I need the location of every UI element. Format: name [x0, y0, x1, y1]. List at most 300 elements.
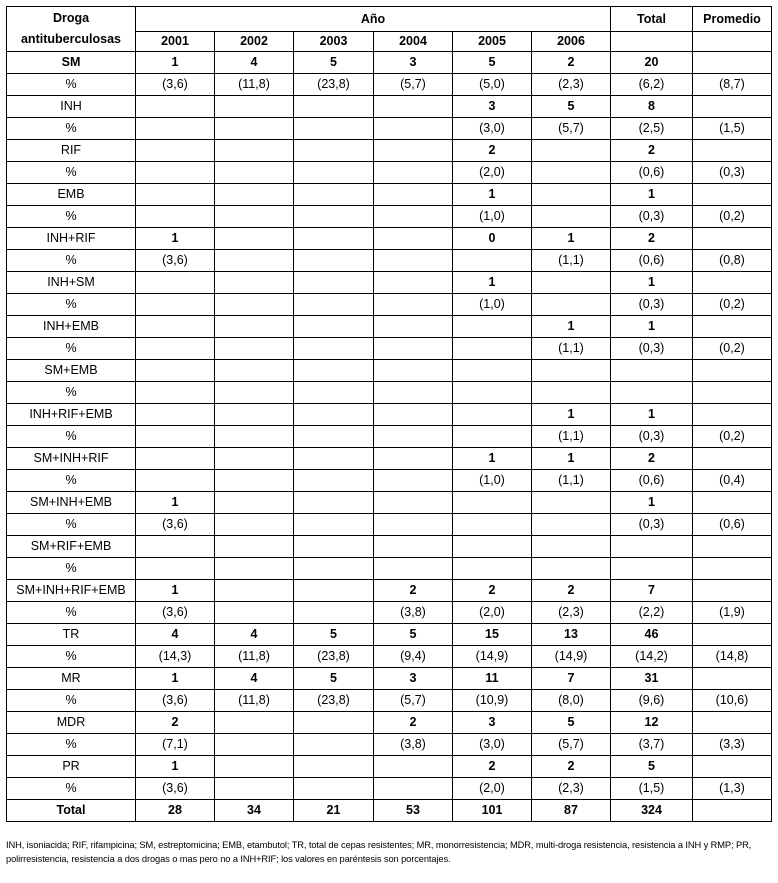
- year-cell: 5: [532, 96, 611, 118]
- year-cell: [215, 404, 294, 426]
- year-cell: [294, 536, 374, 558]
- year-cell: [374, 162, 453, 184]
- year-cell: 1: [136, 580, 215, 602]
- average-header: Promedio: [693, 7, 772, 32]
- year-cell: [215, 734, 294, 756]
- year-cell: (3,0): [453, 734, 532, 756]
- count-row: [7, 492, 772, 514]
- year-cell: [136, 382, 215, 404]
- year-cell: [215, 140, 294, 162]
- year-cell: (1,1): [532, 426, 611, 448]
- year-cell: [215, 580, 294, 602]
- year-cell: [453, 404, 532, 426]
- year-cell: [374, 404, 453, 426]
- year-cell: [374, 382, 453, 404]
- count-row: [7, 756, 772, 778]
- year-cell: [136, 294, 215, 316]
- year-cell: 1: [532, 316, 611, 338]
- year-cell: (10,9): [453, 690, 532, 712]
- year-cell: [215, 778, 294, 800]
- average-cell: [693, 382, 772, 404]
- year-cell: [532, 184, 611, 206]
- percent-row: [7, 558, 772, 580]
- total-cell: (0,3): [611, 294, 693, 316]
- year-cell: [215, 756, 294, 778]
- total-cell: (0,3): [611, 514, 693, 536]
- average-cell: [693, 140, 772, 162]
- average-cell: [693, 360, 772, 382]
- year-cell: [215, 206, 294, 228]
- count-row: [7, 668, 772, 690]
- average-cell: [693, 712, 772, 734]
- year-cell: (1,0): [453, 470, 532, 492]
- year-cell: [374, 118, 453, 140]
- total-cell: (0,3): [611, 206, 693, 228]
- year-cell: [453, 536, 532, 558]
- year-cell: [136, 360, 215, 382]
- year-cell: [215, 96, 294, 118]
- year-cell: [136, 206, 215, 228]
- average-cell: (0,2): [693, 206, 772, 228]
- year-cell: 2: [532, 52, 611, 74]
- year-cell: [294, 756, 374, 778]
- year-cell: [294, 338, 374, 360]
- year-cell: [136, 536, 215, 558]
- year-cell: (3,6): [136, 250, 215, 272]
- count-row: [7, 140, 772, 162]
- year-cell: [532, 558, 611, 580]
- row-label: SM: [7, 52, 136, 74]
- row-label: SM+INH+EMB: [7, 492, 136, 514]
- total-cell: (1,5): [611, 778, 693, 800]
- year-cell: [215, 602, 294, 624]
- year-cell: 5: [374, 624, 453, 646]
- row-label: %: [7, 426, 136, 448]
- total-cell: (0,3): [611, 338, 693, 360]
- year-cell: 2: [532, 580, 611, 602]
- year-cell: 2: [374, 712, 453, 734]
- count-row: [7, 580, 772, 602]
- row-label: %: [7, 734, 136, 756]
- average-cell: (14,8): [693, 646, 772, 668]
- percent-row: [7, 118, 772, 140]
- year-cell: (2,3): [532, 778, 611, 800]
- average-cell: (0,2): [693, 294, 772, 316]
- percent-row: [7, 514, 772, 536]
- year-cell: [215, 426, 294, 448]
- year-cell: 7: [532, 668, 611, 690]
- year-cell: [215, 448, 294, 470]
- year-cell: [294, 250, 374, 272]
- year-cell: [136, 96, 215, 118]
- total-header: Total: [611, 7, 693, 32]
- row-label: %: [7, 690, 136, 712]
- year-cell: 2: [453, 580, 532, 602]
- average-cell: (0,2): [693, 338, 772, 360]
- average-cell: (0,4): [693, 470, 772, 492]
- row-label: %: [7, 558, 136, 580]
- year-cell: 53: [374, 800, 453, 822]
- year-cell: (14,3): [136, 646, 215, 668]
- year-cell: [294, 712, 374, 734]
- year-cell: (14,9): [532, 646, 611, 668]
- row-label: %: [7, 250, 136, 272]
- drug-column-header: [7, 7, 136, 52]
- average-cell: [693, 558, 772, 580]
- year-cell: [374, 206, 453, 228]
- total-cell: (2,2): [611, 602, 693, 624]
- year-cell: 4: [136, 624, 215, 646]
- year-cell: 4: [215, 52, 294, 74]
- year-cell: [294, 162, 374, 184]
- year-cell: (7,1): [136, 734, 215, 756]
- total-cell: 324: [611, 800, 693, 822]
- drug-column-header-text: Droga antituberculosas: [20, 11, 122, 46]
- year-cell: (1,1): [532, 250, 611, 272]
- year-cell: 3: [374, 668, 453, 690]
- year-cell: 13: [532, 624, 611, 646]
- year-cell: 1: [136, 228, 215, 250]
- total-cell: 1: [611, 404, 693, 426]
- total-cell: 8: [611, 96, 693, 118]
- year-cell: (3,8): [374, 734, 453, 756]
- year-cell: 1: [136, 492, 215, 514]
- average-cell: (10,6): [693, 690, 772, 712]
- year-cell: [215, 162, 294, 184]
- year-cell: [215, 492, 294, 514]
- year-cell: 3: [374, 52, 453, 74]
- row-label: %: [7, 514, 136, 536]
- year-cell: [215, 250, 294, 272]
- total-header-blank: [611, 32, 693, 52]
- row-label: EMB: [7, 184, 136, 206]
- year-cell: [215, 382, 294, 404]
- total-cell: (0,6): [611, 250, 693, 272]
- row-label: TR: [7, 624, 136, 646]
- count-row: [7, 360, 772, 382]
- row-label: %: [7, 646, 136, 668]
- year-cell: [374, 448, 453, 470]
- year-cell: [374, 778, 453, 800]
- count-row: [7, 228, 772, 250]
- total-cell: 7: [611, 580, 693, 602]
- row-label: Total: [7, 800, 136, 822]
- row-label: SM+INH+RIF: [7, 448, 136, 470]
- year-cell: [374, 426, 453, 448]
- percent-row: [7, 162, 772, 184]
- row-label: %: [7, 118, 136, 140]
- average-cell: [693, 448, 772, 470]
- year-cell: (5,7): [532, 734, 611, 756]
- total-cell: 1: [611, 492, 693, 514]
- row-label: PR: [7, 756, 136, 778]
- row-label: %: [7, 294, 136, 316]
- year-cell: [374, 360, 453, 382]
- row-label: INH+EMB: [7, 316, 136, 338]
- year-cell: [215, 118, 294, 140]
- total-cell: (14,2): [611, 646, 693, 668]
- year-cell: (11,8): [215, 646, 294, 668]
- year-cell: 28: [136, 800, 215, 822]
- year-cell: [294, 360, 374, 382]
- year-group-header: Año: [136, 7, 611, 32]
- year-cell: [294, 184, 374, 206]
- year-cell: 34: [215, 800, 294, 822]
- average-cell: (1,5): [693, 118, 772, 140]
- year-cell: [453, 558, 532, 580]
- year-cell: [374, 272, 453, 294]
- year-header: 2005: [453, 32, 532, 52]
- year-cell: 5: [294, 668, 374, 690]
- total-cell: (2,5): [611, 118, 693, 140]
- year-header: 2001: [136, 32, 215, 52]
- count-row: [7, 800, 772, 822]
- year-cell: [453, 514, 532, 536]
- year-cell: [532, 536, 611, 558]
- row-label: %: [7, 74, 136, 96]
- year-cell: 1: [136, 756, 215, 778]
- resistance-table: [6, 6, 772, 822]
- year-cell: 15: [453, 624, 532, 646]
- year-cell: 4: [215, 624, 294, 646]
- average-cell: (0,8): [693, 250, 772, 272]
- average-cell: [693, 96, 772, 118]
- year-cell: [294, 228, 374, 250]
- total-cell: 2: [611, 140, 693, 162]
- year-cell: [215, 294, 294, 316]
- year-cell: [215, 316, 294, 338]
- year-cell: [294, 470, 374, 492]
- row-label: MDR: [7, 712, 136, 734]
- row-label: INH: [7, 96, 136, 118]
- total-cell: (9,6): [611, 690, 693, 712]
- year-cell: [215, 360, 294, 382]
- average-cell: [693, 316, 772, 338]
- row-label: RIF: [7, 140, 136, 162]
- year-cell: (2,3): [532, 602, 611, 624]
- year-cell: [136, 184, 215, 206]
- average-cell: (1,3): [693, 778, 772, 800]
- row-label: INH+SM: [7, 272, 136, 294]
- year-cell: (2,0): [453, 162, 532, 184]
- year-cell: (1,0): [453, 206, 532, 228]
- year-cell: [136, 162, 215, 184]
- year-cell: [294, 404, 374, 426]
- year-cell: (3,8): [374, 602, 453, 624]
- year-cell: 1: [453, 272, 532, 294]
- year-cell: [374, 184, 453, 206]
- year-cell: [136, 558, 215, 580]
- year-cell: 101: [453, 800, 532, 822]
- total-cell: (3,7): [611, 734, 693, 756]
- average-cell: (0,6): [693, 514, 772, 536]
- percent-row: [7, 690, 772, 712]
- year-header: 2003: [294, 32, 374, 52]
- year-cell: [374, 294, 453, 316]
- year-cell: 11: [453, 668, 532, 690]
- year-cell: 5: [294, 624, 374, 646]
- year-cell: 5: [532, 712, 611, 734]
- year-cell: [136, 316, 215, 338]
- year-cell: [374, 514, 453, 536]
- year-cell: 0: [453, 228, 532, 250]
- percent-row: [7, 734, 772, 756]
- percent-row: [7, 602, 772, 624]
- year-cell: [294, 492, 374, 514]
- year-cell: [136, 338, 215, 360]
- year-cell: [215, 228, 294, 250]
- year-cell: [215, 558, 294, 580]
- total-cell: 1: [611, 316, 693, 338]
- average-cell: [693, 184, 772, 206]
- year-cell: [532, 360, 611, 382]
- year-cell: [453, 360, 532, 382]
- average-cell: [693, 668, 772, 690]
- year-header: 2004: [374, 32, 453, 52]
- year-cell: [136, 118, 215, 140]
- year-cell: [453, 316, 532, 338]
- year-cell: (23,8): [294, 690, 374, 712]
- year-cell: [215, 184, 294, 206]
- total-cell: 2: [611, 228, 693, 250]
- count-row: [7, 404, 772, 426]
- year-cell: (5,7): [374, 690, 453, 712]
- year-cell: [532, 514, 611, 536]
- year-cell: [294, 514, 374, 536]
- year-cell: 87: [532, 800, 611, 822]
- year-cell: (1,1): [532, 470, 611, 492]
- row-label: %: [7, 470, 136, 492]
- average-cell: [693, 580, 772, 602]
- total-cell: 12: [611, 712, 693, 734]
- average-cell: (1,9): [693, 602, 772, 624]
- year-cell: [294, 96, 374, 118]
- year-cell: [136, 140, 215, 162]
- average-cell: [693, 404, 772, 426]
- percent-row: [7, 206, 772, 228]
- year-cell: [215, 514, 294, 536]
- year-cell: (23,8): [294, 74, 374, 96]
- row-label: SM+INH+RIF+EMB: [7, 580, 136, 602]
- row-label: %: [7, 338, 136, 360]
- year-cell: [136, 448, 215, 470]
- percent-row: [7, 470, 772, 492]
- count-row: [7, 184, 772, 206]
- year-cell: (1,1): [532, 338, 611, 360]
- year-cell: (9,4): [374, 646, 453, 668]
- count-row: [7, 624, 772, 646]
- year-cell: [294, 778, 374, 800]
- year-cell: 3: [453, 712, 532, 734]
- year-cell: [532, 206, 611, 228]
- year-cell: (2,0): [453, 778, 532, 800]
- average-cell: [693, 492, 772, 514]
- resistance-table-container: [6, 6, 771, 822]
- year-cell: [374, 756, 453, 778]
- count-row: [7, 96, 772, 118]
- year-cell: [136, 426, 215, 448]
- year-cell: [294, 558, 374, 580]
- year-cell: [453, 338, 532, 360]
- year-cell: [374, 536, 453, 558]
- year-cell: (3,6): [136, 690, 215, 712]
- year-cell: [215, 712, 294, 734]
- year-cell: [294, 140, 374, 162]
- year-cell: 1: [136, 52, 215, 74]
- average-cell: [693, 624, 772, 646]
- year-cell: [136, 470, 215, 492]
- year-cell: [374, 96, 453, 118]
- row-label: INH+RIF: [7, 228, 136, 250]
- row-label: %: [7, 206, 136, 228]
- year-cell: (11,8): [215, 74, 294, 96]
- percent-row: [7, 338, 772, 360]
- year-cell: [294, 734, 374, 756]
- average-cell: (8,7): [693, 74, 772, 96]
- total-cell: 31: [611, 668, 693, 690]
- year-cell: (3,0): [453, 118, 532, 140]
- year-cell: (2,0): [453, 602, 532, 624]
- year-cell: (3,6): [136, 74, 215, 96]
- year-cell: (1,0): [453, 294, 532, 316]
- year-cell: [532, 294, 611, 316]
- year-cell: [294, 602, 374, 624]
- row-label: %: [7, 382, 136, 404]
- total-cell: 1: [611, 184, 693, 206]
- row-label: %: [7, 162, 136, 184]
- year-cell: [532, 272, 611, 294]
- year-cell: 2: [136, 712, 215, 734]
- year-cell: [294, 448, 374, 470]
- year-cell: [374, 338, 453, 360]
- year-cell: (23,8): [294, 646, 374, 668]
- total-cell: (6,2): [611, 74, 693, 96]
- percent-row: [7, 250, 772, 272]
- year-cell: 1: [532, 404, 611, 426]
- total-cell: (0,3): [611, 426, 693, 448]
- year-cell: (5,7): [374, 74, 453, 96]
- row-label: MR: [7, 668, 136, 690]
- year-cell: 5: [294, 52, 374, 74]
- year-cell: (14,9): [453, 646, 532, 668]
- percent-row: [7, 294, 772, 316]
- average-cell: [693, 52, 772, 74]
- year-cell: [453, 250, 532, 272]
- percent-row: [7, 426, 772, 448]
- total-cell: 1: [611, 272, 693, 294]
- average-cell: [693, 536, 772, 558]
- year-header: 2002: [215, 32, 294, 52]
- average-cell: [693, 800, 772, 822]
- count-row: [7, 272, 772, 294]
- year-cell: [374, 316, 453, 338]
- year-cell: [532, 492, 611, 514]
- year-cell: (5,7): [532, 118, 611, 140]
- year-cell: [294, 206, 374, 228]
- total-cell: 5: [611, 756, 693, 778]
- year-cell: [453, 382, 532, 404]
- year-cell: [215, 470, 294, 492]
- count-row: [7, 52, 772, 74]
- year-cell: [294, 316, 374, 338]
- year-cell: (8,0): [532, 690, 611, 712]
- year-cell: (3,6): [136, 514, 215, 536]
- year-cell: (11,8): [215, 690, 294, 712]
- year-cell: [294, 118, 374, 140]
- row-label: SM+RIF+EMB: [7, 536, 136, 558]
- count-row: [7, 712, 772, 734]
- total-cell: 2: [611, 448, 693, 470]
